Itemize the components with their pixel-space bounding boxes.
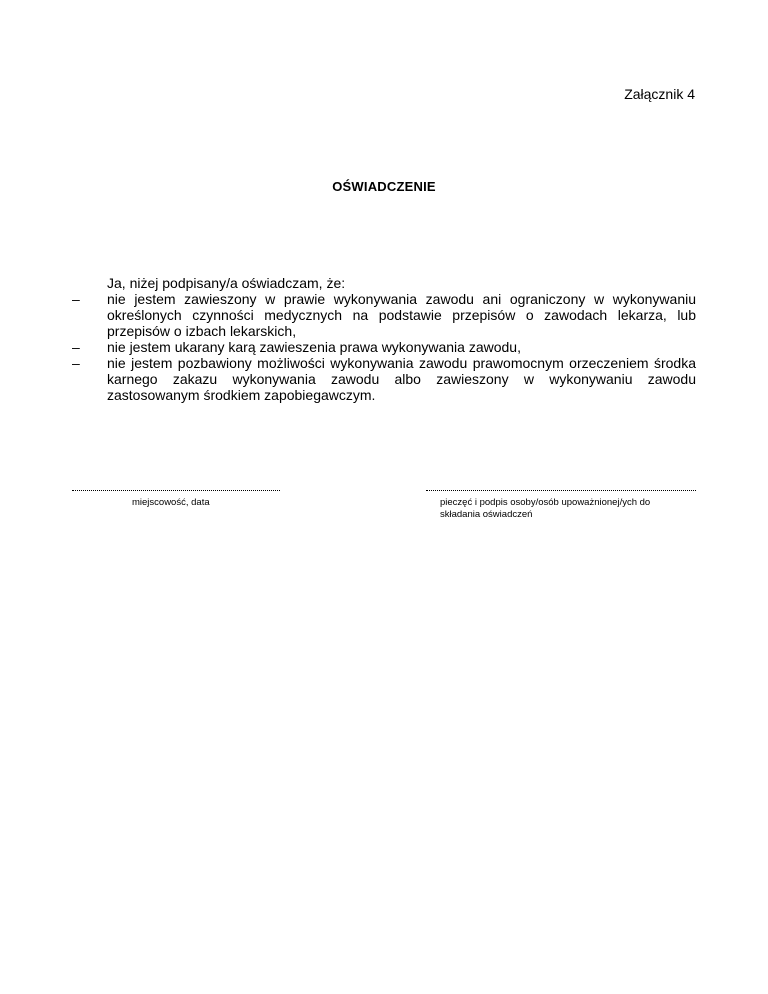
place-date-caption: miejscowość, data (132, 497, 210, 508)
document-title: OŚWIADCZENIE (332, 179, 436, 194)
list-item (72, 355, 696, 403)
list-item-text: nie jestem pozbawiony możliwości wykonywania zawodu prawomocnym orzeczeniem środka karnego zakazu wykonywania zawodu albo zawieszony w wykonywaniu zawodu zastosowanym środkiem zapobiegawczym. (107, 355, 696, 403)
place-date-dotted-line (72, 482, 280, 491)
list-item-text: nie jestem zawieszony w prawie wykonywania zawodu ani ograniczony w wykonywaniu określonych czynności medycznych na podstawie przepisów o zawodach lekarza, lub przepisów o izbach lekarskich, (107, 291, 696, 339)
dash-bullet: – (72, 355, 80, 371)
signature-caption-line: pieczęć i podpis osoby/osób upoważnionej/ych do (440, 497, 651, 508)
intro-text: Ja, niżej podpisany/a oświadczam, że: (107, 275, 346, 291)
declaration-body (72, 275, 696, 403)
dash-bullet: – (72, 339, 80, 355)
list-item-text: nie jestem ukarany karą zawieszenia prawa wykonywania zawodu, (107, 339, 521, 355)
list-item (72, 339, 696, 355)
signature-caption (440, 497, 690, 521)
list-item (72, 291, 696, 339)
annex-label: Załącznik 4 (624, 86, 695, 102)
signature-caption-line: składania oświadczeń (440, 509, 533, 520)
dash-bullet: – (72, 291, 80, 307)
signature-dotted-line (426, 482, 696, 491)
